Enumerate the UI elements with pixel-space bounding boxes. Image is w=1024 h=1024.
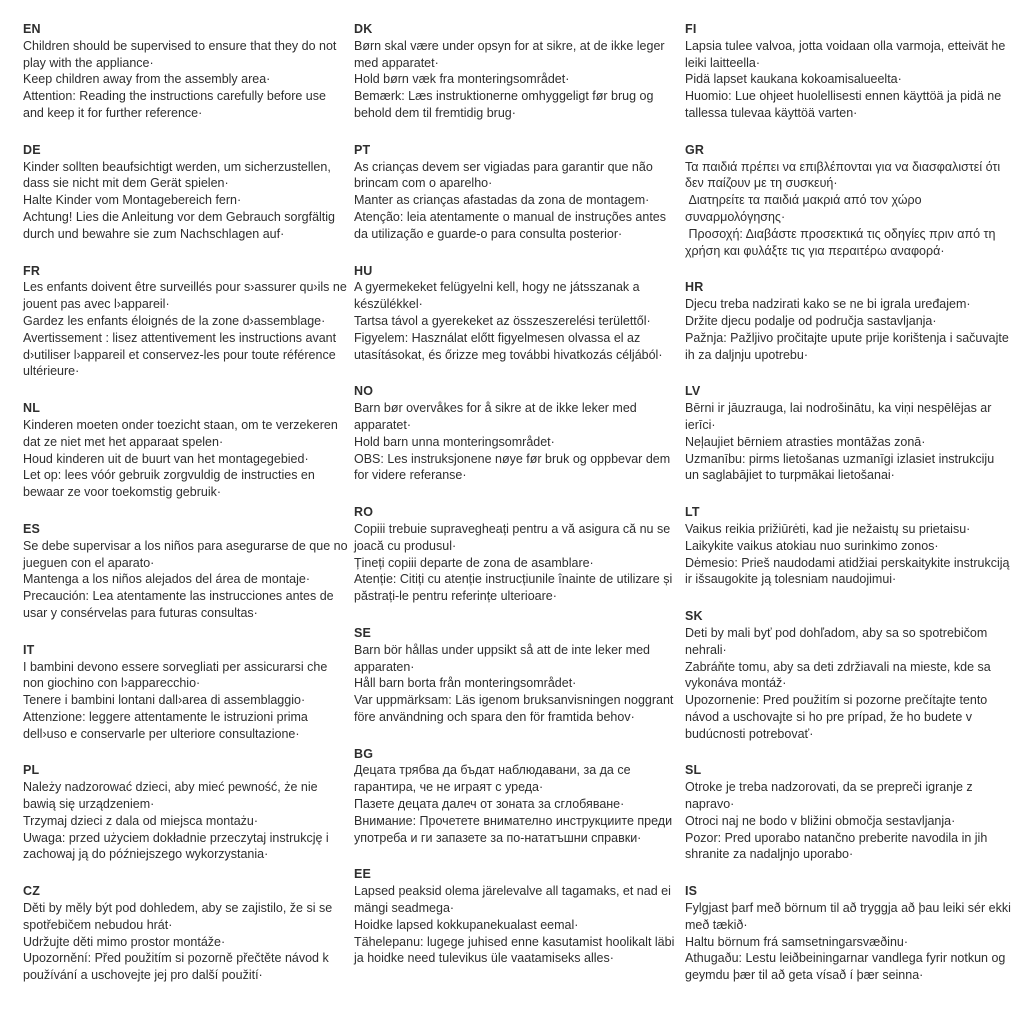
lang-paragraph: Upozornění: Před použitím si pozorně přečtěte návod k používání a uschovejte jej pro další použití· — [23, 951, 333, 983]
lang-paragraph: Upozornenie: Pred použitím si pozorne prečítajte tento návod a uschovajte si ho pre prípad, že ho budete v budúcnosti potrebovať· — [685, 693, 991, 741]
lang-paragraph: Uwaga: przed użyciem dokładnie przeczytaj instrukcję i zachowaj ją do późniejszego wykorzystania· — [23, 830, 333, 862]
lang-paragraph: Børn skal være under opsyn for at sikre, at de ikke leger med apparatet· — [354, 38, 669, 70]
lang-paragraph: Tähelepanu: lugege juhised enne kasutamist hoolikalt läbi ja hoidke need tulevikus üle vaatamiseks alles· — [354, 934, 678, 966]
lang-paragraph: Kinder sollten beaufsichtigt werden, um sicherzustellen, dass sie nicht mit dem Gerät spielen· — [23, 159, 335, 191]
lang-paragraph: Se debe supervisar a los niños para asegurarse de que no jueguen con el aparato· — [23, 538, 352, 570]
lang-paragraph: Hold barn unna monteringsområdet· — [354, 434, 555, 449]
lang-code-cz: CZ — [23, 884, 41, 899]
lang-paragraph: Dėmesio: Prieš naudodami atidžiai perskaitykite instrukciją ir išsaugokite ją tolesniam naudojimui· — [685, 555, 1013, 587]
lang-paragraph: Kinderen moeten onder toezicht staan, om te verzekeren dat ze niet met het apparaat spelen· — [23, 417, 342, 449]
lang-code-it: IT — [23, 642, 35, 657]
lang-code-no: NO — [354, 384, 374, 399]
lang-paragraph: Внимание: Прочетете внимателно инструкциите преди употреба и ги запазете за по-нататъшни справки· — [354, 813, 676, 845]
lang-section-sl — [685, 762, 1011, 863]
column-1 — [23, 21, 352, 1004]
lang-section-ee — [354, 866, 680, 967]
lang-paragraph: Atenție: Citiți cu atenție instrucțiunile înainte de utilizare și păstrați-le pentru referințe ulterioare· — [354, 572, 676, 604]
lang-code-fr: FR — [23, 263, 41, 278]
lang-paragraph: Pidä lapset kaukana kokoamisalueelta· — [685, 72, 902, 87]
lang-paragraph: Пазете децата далеч от зоната за сглобяване· — [354, 797, 625, 812]
lang-section-cz — [23, 883, 349, 984]
lang-paragraph: Håll barn borta från monteringsområdet· — [354, 676, 577, 691]
lang-paragraph: Halte Kinder vom Montagebereich fern· — [23, 193, 242, 208]
lang-code-lv: LV — [685, 384, 701, 399]
lang-paragraph: Manter as crianças afastadas da zona de montagem· — [354, 193, 650, 208]
lang-section-ro — [354, 504, 680, 605]
lang-code-lt: LT — [685, 505, 700, 520]
lang-paragraph: Należy nadzorować dzieci, aby mieć pewność, że nie bawią się urządzeniem· — [23, 780, 322, 812]
lang-code-ee: EE — [354, 867, 372, 882]
lang-paragraph: Gardez les enfants éloignés de la zone d›assemblage· — [23, 313, 326, 328]
lang-paragraph: Let op: lees vóór gebruik zorgvuldig de instructies en bewaar ze voor toekomstig gebruik· — [23, 468, 319, 500]
lang-paragraph: Huomio: Lue ohjeet huolellisesti ennen käyttöä ja pidä ne tallessa tulevaa käyttöä varten· — [685, 89, 1005, 120]
lang-code-se: SE — [354, 625, 372, 640]
lang-paragraph: Hold børn væk fra monteringsområdet· — [354, 72, 570, 87]
lang-paragraph: Lapsed peaksid olema järelevalve all tagamaks, et nad ei mängi seadmega· — [354, 884, 675, 916]
lang-code-fi: FI — [685, 22, 697, 36]
lang-paragraph: Neļaujiet bērniem atrasties montāžas zonā· — [685, 434, 926, 449]
lang-paragraph: Țineți copiii departe de zona de asamblare· — [354, 555, 594, 570]
lang-code-is: IS — [685, 884, 698, 899]
lang-code-pt: PT — [354, 142, 371, 157]
lang-code-bg: BG — [354, 746, 374, 761]
lang-paragraph: Hoidke lapsed kokkupanekualast eemal· — [354, 917, 579, 932]
lang-section-pt — [354, 142, 680, 243]
lang-section-fi — [685, 21, 1011, 122]
lang-section-sk — [685, 608, 1011, 742]
lang-code-sk: SK — [685, 609, 703, 624]
lang-paragraph: Les enfants doivent être surveillés pour s›assurer qu›ils ne jouent pas avec l›appareil· — [23, 280, 351, 312]
lang-paragraph: Tenere i bambini lontani dall›area di assemblaggio· — [23, 693, 306, 708]
lang-paragraph: Προσοχή: Διαβάστε προσεκτικά τις οδηγίες πριν από τη χρήση και φυλάξτε τις για περαιτέρω αναφορά· — [685, 226, 999, 258]
lang-paragraph: Attention: Reading the instructions carefully before use and keep it for further reference· — [23, 89, 330, 120]
column-3 — [685, 21, 1015, 1004]
lang-paragraph: Laikykite vaikus atokiau nuo surinkimo zonos· — [685, 538, 939, 553]
lang-code-pl: PL — [23, 763, 40, 778]
lang-paragraph: Bemærk: Læs instruktionerne omhyggeligt før brug og behold dem til fremtidig brug· — [354, 89, 657, 120]
lang-paragraph: Otroke je treba nadzorovati, da se prepreči igranje z napravo· — [685, 780, 977, 812]
lang-paragraph: Децата трябва да бъдат наблюдавани, за да се гарантира, че не играят с уреда· — [354, 763, 635, 795]
lang-paragraph: As crianças devem ser vigiadas para garantir que não brincam com o aparelho· — [354, 159, 657, 191]
lang-code-es: ES — [23, 521, 41, 536]
lang-paragraph: Achtung! Lies die Anleitung vor dem Gebrauch sorgfältig durch und bewahre sie zum Nachschlagen auf· — [23, 209, 339, 241]
lang-paragraph: Attenzione: leggere attentamente le istruzioni prima dell›uso e conservarle per ulteriore consultazione· — [23, 709, 312, 741]
lang-paragraph: Figyelem: Használat előtt figyelmesen olvassa el az utasításokat, és őrizze meg további hivatkozás céljából· — [354, 330, 663, 362]
lang-section-es — [23, 521, 352, 622]
lang-paragraph: Otroci naj ne bodo v bližini območja sestavljanja· — [685, 813, 956, 828]
lang-code-hr: HR — [685, 280, 704, 295]
lang-paragraph: Fylgjast þarf með börnum til að tryggja að þau leiki sér ekki með tækið· — [685, 901, 1015, 932]
lang-code-nl: NL — [23, 401, 41, 416]
lang-paragraph: Deti by mali byť pod dohľadom, aby sa so spotrebičom nehrali· — [685, 625, 991, 657]
lang-paragraph: Atenção: leia atentamente o manual de instruções antes da utilização e guarde-o para consulta posterior· — [354, 209, 670, 241]
lang-section-is — [685, 883, 1015, 984]
lang-paragraph: Barn bör hållas under uppsikt så att de inte leker med apparaten· — [354, 642, 654, 674]
lang-paragraph: A gyermekeket felügyelni kell, hogy ne játsszanak a készülékkel· — [354, 280, 644, 312]
lang-section-no — [354, 383, 680, 484]
lang-code-gr: GR — [685, 142, 705, 157]
lang-section-it — [23, 642, 349, 743]
lang-code-ro: RO — [354, 505, 374, 520]
lang-paragraph: Children should be supervised to ensure that they do not play with the appliance· — [23, 38, 340, 70]
lang-section-hr — [685, 279, 1011, 363]
lang-paragraph: Τα παιδιά πρέπει να επιβλέπονται για να διασφαλιστεί ότι δεν παίζουν με τη συσκευή· — [685, 159, 1004, 191]
lang-paragraph: Udržujte děti mimo prostor montáže· — [23, 934, 226, 949]
lang-section-de — [23, 142, 349, 243]
lang-section-en — [23, 21, 349, 122]
lang-code-sl: SL — [685, 763, 702, 778]
lang-section-se — [354, 625, 680, 726]
lang-paragraph: Var uppmärksam: Läs igenom bruksanvisningen noggrant före användning och spara den för framtida behov· — [354, 693, 677, 724]
lang-paragraph: Διατηρείτε τα παιδιά μακριά από τον χώρο συναρμολόγησης· — [685, 193, 926, 224]
lang-paragraph: Uzmanību: pirms lietošanas uzmanīgi izlasiet instrukciju un saglabājiet to turpmākai lietošanai· — [685, 451, 998, 483]
lang-paragraph: OBS: Les instruksjonene nøye før bruk og oppbevar dem for videre referanse· — [354, 451, 674, 483]
lang-code-dk: DK — [354, 22, 373, 36]
lang-paragraph: Copiii trebuie supravegheați pentru a vă asigura că nu se joacă cu produsul· — [354, 521, 674, 553]
column-2 — [354, 21, 680, 1004]
lang-paragraph: Bērni ir jāuzrauga, lai nodrošinātu, ka viņi nespēlējas ar ierīci· — [685, 401, 995, 432]
lang-paragraph: Houd kinderen uit de buurt van het montagegebied· — [23, 451, 309, 466]
lang-paragraph: I bambini devono essere sorvegliati per assicurarsi che non giochino con l›apparecchio· — [23, 659, 331, 691]
lang-section-dk — [354, 21, 680, 122]
lang-section-pl — [23, 762, 349, 863]
lang-paragraph: Precaución: Lea atentamente las instrucciones antes de usar y consérvelas para futuras consultas· — [23, 589, 338, 620]
lang-paragraph: Vaikus reikia prižiūrėti, kad jie nežaistų su prietaisu· — [685, 521, 971, 536]
lang-paragraph: Lapsia tulee valvoa, jotta voidaan olla varmoja, etteivät he leiki laitteella· — [685, 38, 1009, 70]
lang-code-hu: HU — [354, 263, 373, 278]
lang-paragraph: Mantenga a los niños alejados del área de montaje· — [23, 572, 310, 587]
lang-section-lv — [685, 383, 1011, 484]
lang-paragraph: Haltu börnum frá samsetningarsvæðinu· — [685, 934, 909, 949]
lang-paragraph: Pozor: Pred uporabo natančno preberite navodila in jih shranite za nadaljnjo uporabo· — [685, 830, 991, 862]
lang-paragraph: Avertissement : lisez attentivement les instructions avant d›utiliser l›appareil et conservez-les pour toute référence ultérieure· — [23, 330, 340, 379]
lang-paragraph: Athugaðu: Lestu leiðbeiningarnar vandlega fyrir notkun og geymdu þær til að geta vísað í þær seinna· — [685, 951, 1009, 983]
lang-section-nl — [23, 400, 349, 501]
lang-paragraph: Tartsa távol a gyerekeket az összeszerelési területtől· — [354, 313, 651, 328]
lang-section-gr — [685, 142, 1011, 260]
lang-section-lt — [685, 504, 1011, 588]
lang-paragraph: Djecu treba nadzirati kako se ne bi igrala uređajem· — [685, 297, 971, 312]
lang-paragraph: Barn bør overvåkes for å sikre at de ikke leker med apparatet· — [354, 401, 641, 432]
lang-paragraph: Děti by měly být pod dohledem, aby se zajistilo, že si se spotřebičem nebudou hrát· — [23, 901, 336, 932]
lang-paragraph: Pažnja: Pažljivo pročitajte upute prije korištenja i sačuvajte ih za daljnju upotrebu· — [685, 330, 1013, 362]
lang-section-hu — [354, 263, 680, 364]
lang-paragraph: Držite djecu podalje od područja sastavljanja· — [685, 313, 937, 328]
lang-code-en: EN — [23, 22, 41, 36]
lang-section-bg — [354, 746, 680, 847]
lang-paragraph: Trzymaj dzieci z dala od miejsca montażu· — [23, 813, 259, 828]
lang-code-de: DE — [23, 142, 41, 157]
lang-section-fr — [23, 263, 349, 381]
lang-paragraph: Keep children away from the assembly area· — [23, 72, 271, 87]
lang-paragraph: Zabráňte tomu, aby sa deti zdržiavali na mieste, kde sa vykonáva montáž· — [685, 659, 995, 691]
